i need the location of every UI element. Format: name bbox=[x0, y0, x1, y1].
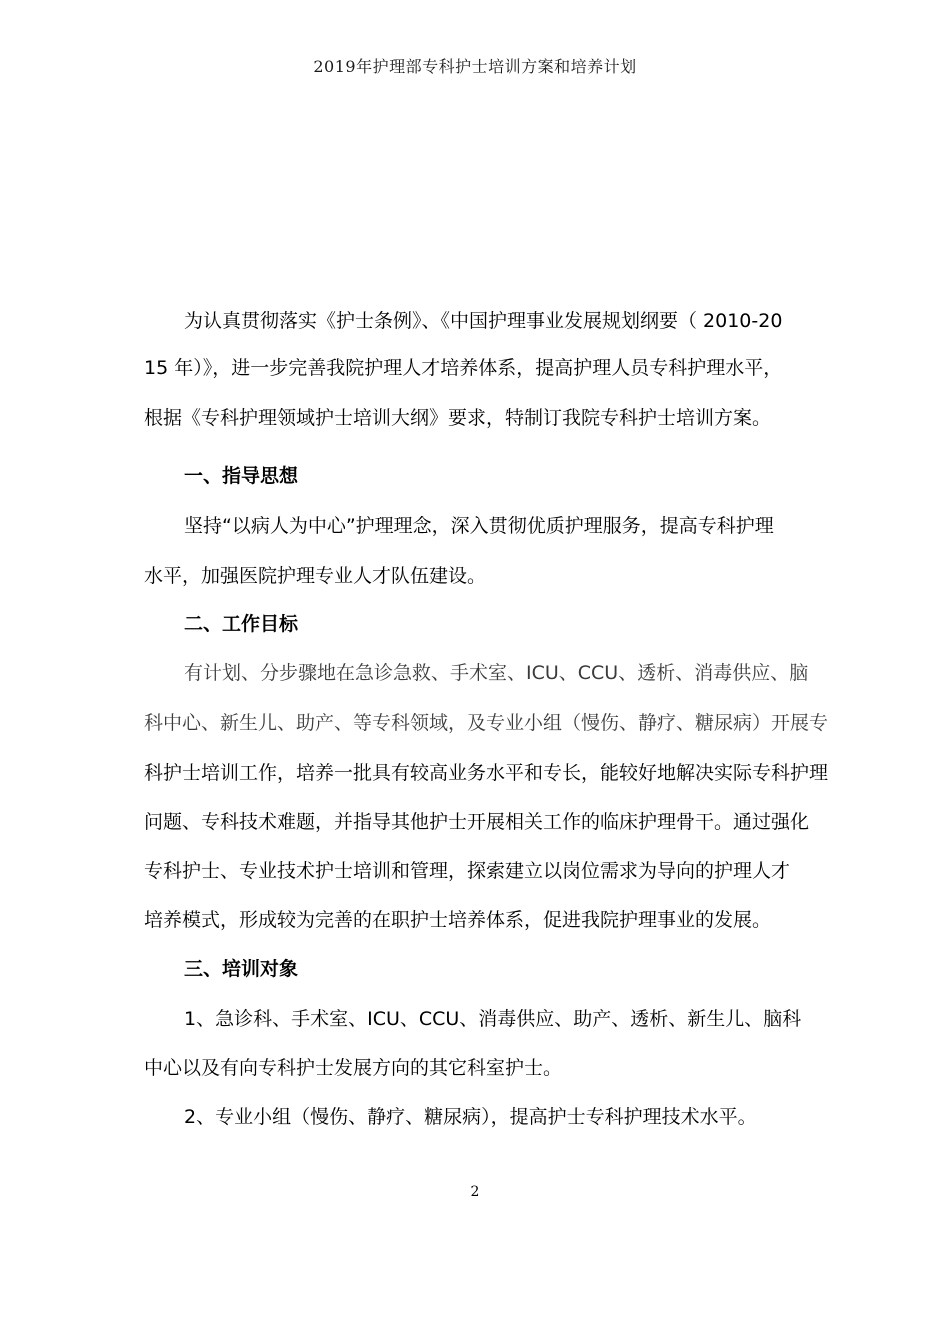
section-heading-guiding-ideology: 一、指导思想 bbox=[184, 465, 299, 487]
intro-line-2: 15 年）》，进一步完善我院护理人才培养体系，提高护理人员专科护理水平， bbox=[144, 357, 783, 379]
section3-item1-line-2: 中心以及有向专科护士发展方向的其它科室护士。 bbox=[144, 1057, 563, 1079]
section3-item2: 2、专业小组（慢伤、静疗、糖尿病），提高护士专科护理技术水平。 bbox=[184, 1106, 757, 1128]
section-heading-work-goals: 二、工作目标 bbox=[184, 613, 299, 635]
section2-line-1: 有计划、分步骤地在急诊急救、手术室、ICU、CCU、透析、消毒供应、脑 bbox=[184, 662, 809, 684]
intro-line-3: 根据《专科护理领域护士培训大纲》要求，特制订我院专科护士培训方案。 bbox=[144, 407, 772, 429]
intro-line-1: 为认真贯彻落实《护士条例》、《中国护理事业发展规划纲要（ 2010-20 bbox=[184, 310, 783, 332]
section2-line-5: 专科护士、专业技术护士培训和管理，探索建立以岗位需求为导向的护理人才 bbox=[144, 860, 791, 882]
section1-line-2: 水平，加强医院护理专业人才队伍建设。 bbox=[144, 565, 487, 587]
section1-line-1: 坚持“以病人为中心”护理理念，深入贯彻优质护理服务，提高专科护理 bbox=[184, 515, 774, 537]
section2-line-4: 问题、专科技术难题，并指导其他护士开展相关工作的临床护理骨干。通过强化 bbox=[144, 811, 810, 833]
section2-line-2: 科中心、新生儿、助产、等专科领域，及专业小组（慢伤、静疗、糖尿病）开展专 bbox=[144, 712, 829, 734]
section3-item1-line-1: 1、急诊科、手术室、ICU、CCU、消毒供应、助产、透析、新生儿、脑科 bbox=[184, 1008, 802, 1030]
section2-line-6: 培养模式，形成较为完善的在职护士培养体系，促进我院护理事业的发展。 bbox=[144, 909, 772, 931]
section2-line-3: 科护士培训工作，培养一批具有较高业务水平和专长，能较好地解决实际专科护理 bbox=[144, 762, 829, 784]
section-heading-training-targets: 三、培训对象 bbox=[184, 958, 299, 980]
page-header: 2019年护理部专科护士培训方案和培养计划 bbox=[313, 57, 637, 76]
page-number: 2 bbox=[470, 1184, 480, 1200]
